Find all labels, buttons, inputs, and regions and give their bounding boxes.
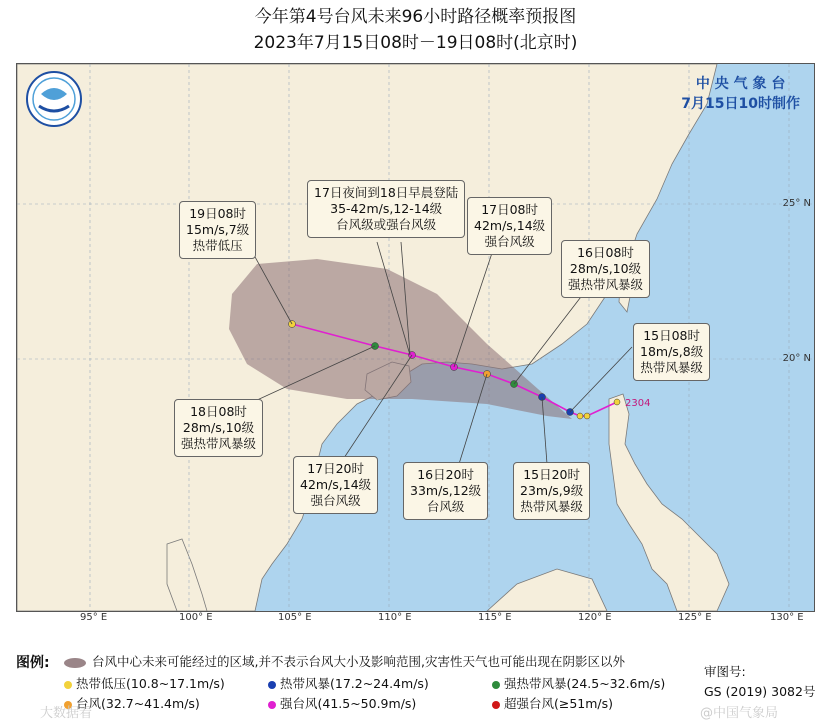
callout-wind: 23m/s,9级 [520, 483, 584, 498]
issue-time: 7月15日10时制作 [681, 96, 800, 112]
legend-item: 台风(32.7~41.4m/s) [64, 694, 200, 712]
callout-level: 强热带风暴级 [181, 436, 257, 451]
callout-time: 17日20时 [307, 461, 364, 476]
callout-level: 强台风级 [484, 234, 535, 249]
lon-tick: 110° E [378, 612, 412, 623]
callout-15d20 [513, 462, 590, 520]
callout-wind: 33m/s,12级 [410, 483, 482, 498]
dot-icon [268, 681, 276, 689]
cma-logo-icon [27, 72, 81, 126]
lat-tick: 20° N [782, 353, 811, 364]
dot-icon [492, 701, 500, 709]
callout-wind: 35-42m/s,12-14级 [330, 201, 443, 216]
lon-tick: 100° E [179, 612, 213, 623]
agency-block [681, 74, 800, 114]
callout-wind: 18m/s,8级 [640, 344, 704, 359]
callout-17d08 [467, 197, 552, 255]
callout-wind: 15m/s,7级 [186, 222, 250, 237]
watermark-left: 大数据看 [40, 706, 93, 721]
legend-item: 强台风(41.5~50.9m/s) [268, 694, 416, 712]
legend-item: 强热带风暴(24.5~32.6m/s) [492, 674, 665, 692]
callout-time: 15日20时 [523, 467, 581, 482]
dot-icon [64, 681, 72, 689]
lon-tick: 120° E [578, 612, 612, 623]
callout-level: 台风级 [426, 499, 465, 514]
callout-time: 19日08时 [189, 206, 247, 221]
typhoon-number: 2304 [625, 398, 651, 409]
lon-tick: 115° E [478, 612, 512, 623]
lon-tick: 130° E [770, 612, 804, 623]
callout-16d20 [403, 462, 488, 520]
forecast-map [16, 63, 815, 612]
dot-icon [268, 701, 276, 709]
legend-item: 热带低压(10.8~17.1m/s) [64, 674, 225, 692]
cone-swatch-icon [64, 658, 86, 668]
callout-level: 热带低压 [192, 238, 243, 253]
callout-level: 强热带风暴级 [568, 277, 644, 292]
callout-time: 17日夜间到18日早晨登陆 [314, 185, 459, 200]
point-past-2 [584, 413, 590, 419]
callout-19d08 [179, 201, 256, 259]
callout-level: 台风级或强台风级 [336, 217, 437, 232]
lat-tick: 25° N [782, 198, 811, 209]
callout-landfall [307, 180, 465, 238]
callout-level: 热带风暴级 [640, 360, 703, 375]
callout-time: 15日08时 [643, 328, 701, 343]
callout-level: 强台风级 [310, 493, 361, 508]
callout-16d08 [561, 240, 650, 298]
callout-wind: 42m/s,14级 [474, 218, 546, 233]
callout-wind: 42m/s,14级 [300, 477, 372, 492]
approval-number: GS (2019) 3082号 [704, 684, 816, 699]
point-past-3 [614, 399, 620, 405]
watermark-right: @中国气象局 [700, 706, 779, 721]
map-subtitle: 2023年7月15日08时－19日08时(北京时) [253, 33, 578, 53]
callout-time: 16日08时 [577, 245, 634, 260]
callout-17d20 [293, 456, 378, 514]
point-past-1 [577, 413, 583, 419]
callout-15d08 [633, 323, 710, 381]
legend-cone-text: 台风中心未来可能经过的区域,并不表示台风大小及影响范围,灾害性天气也可能出现在阴影区以外 [92, 654, 625, 669]
callout-time: 17日08时 [481, 202, 538, 217]
legend-title: 图例: [16, 655, 50, 671]
callout-wind: 28m/s,10级 [569, 261, 642, 276]
callout-time: 16日20时 [417, 467, 474, 482]
approval-label: 审图号: [704, 664, 746, 679]
lon-tick: 95° E [80, 612, 108, 623]
legend-cone [64, 652, 625, 670]
callout-18d08 [174, 399, 263, 457]
callout-wind: 28m/s,10级 [182, 420, 255, 435]
dot-icon [492, 681, 500, 689]
agency-name: 中 央 气 象 台 [695, 76, 786, 92]
map-title: 今年第4号台风未来96小时路径概率预报图 [254, 7, 577, 27]
callout-time: 18日08时 [190, 404, 247, 419]
callout-level: 热带风暴级 [520, 499, 583, 514]
legend-item: 热带风暴(17.2~24.4m/s) [268, 674, 429, 692]
legend-item: 超强台风(≥51m/s) [492, 694, 613, 712]
lon-tick: 105° E [278, 612, 312, 623]
lon-tick: 125° E [678, 612, 712, 623]
